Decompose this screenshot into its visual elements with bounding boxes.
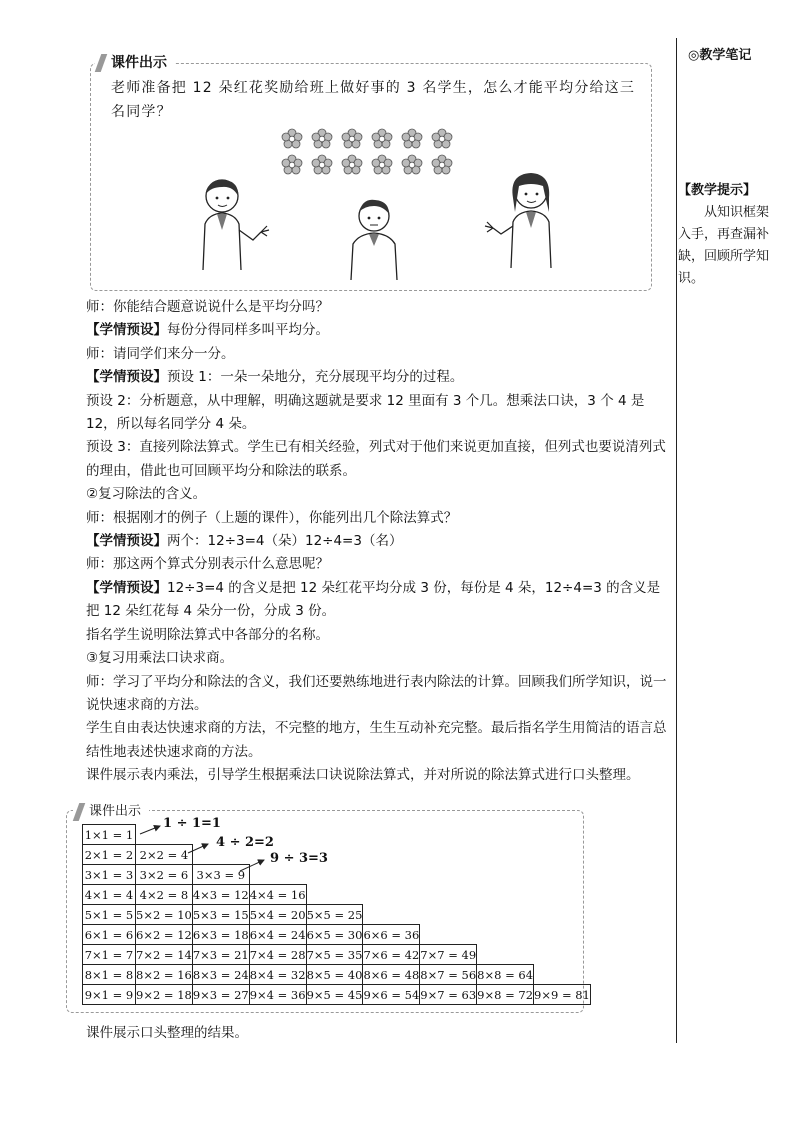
table-cell: 8×3 = 24 (192, 965, 249, 985)
flower-icon (341, 154, 363, 176)
table-cell: 9×4 = 36 (249, 985, 306, 1005)
table-cell: 5×1 = 5 (83, 905, 136, 925)
table-cell: 8×5 = 40 (306, 965, 363, 985)
empty-cell (420, 865, 477, 885)
courseware-tab: 课件出示 (73, 801, 149, 823)
paragraph: 师：学习了平均分和除法的含义，我们还要熟练地进行表内除法的计算。回顾我们所学知识，说一说快速求商的方法。 (86, 673, 667, 713)
flower-icon (401, 128, 423, 150)
teaching-tips-text: 从知识框架入手，再查漏补缺，回顾所学知识。 (678, 205, 770, 286)
empty-cell (534, 825, 591, 845)
table-cell: 9×2 = 18 (136, 985, 193, 1005)
table-cell: 6×4 = 24 (249, 925, 306, 945)
teaching-tips-heading: 【教学提示】 (678, 183, 757, 198)
paragraph-text: 每份分得同样多叫平均分。 (167, 322, 329, 339)
empty-cell (363, 885, 420, 905)
paragraph: 学生自由表达快速求商的方法，不完整的地方，生生互动补充完整。最后指名学生用简洁的语言总结性地表述快速求商的方法。 (86, 720, 667, 760)
paragraph: ③复习用乘法口诀求商。 (86, 650, 234, 667)
annotation-label: 1 ÷ 1=1 (163, 816, 221, 831)
girl-right-illustration (479, 168, 569, 268)
empty-cell (534, 925, 591, 945)
teaching-notes-title: ◎教学笔记 (688, 48, 752, 63)
table-cell: 3×2 = 6 (136, 865, 193, 885)
empty-cell (363, 865, 420, 885)
empty-cell (420, 825, 477, 845)
table-row (83, 965, 591, 985)
empty-cell (477, 905, 534, 925)
annotation-label: 4 ÷ 2=2 (216, 835, 274, 850)
table-cell: 7×2 = 14 (136, 945, 193, 965)
empty-cell (420, 845, 477, 865)
table-row (83, 865, 591, 885)
table-row (83, 905, 591, 925)
empty-cell (477, 845, 534, 865)
table-cell: 1×1 = 1 (83, 825, 136, 845)
courseware-tab: 课件出示 (95, 52, 175, 74)
table-cell: 6×5 = 30 (306, 925, 363, 945)
paragraph: 课件展示表内乘法，引导学生根据乘法口诀说除法算式，并对所说的除法算式进行口头整理。 (86, 767, 640, 784)
table-cell: 7×5 = 35 (306, 945, 363, 965)
empty-cell (306, 825, 363, 845)
empty-cell (363, 905, 420, 925)
flower-icon (431, 154, 453, 176)
table-row (83, 945, 591, 965)
empty-cell (534, 865, 591, 885)
flower-icon (371, 128, 393, 150)
table-cell: 4×1 = 4 (83, 885, 136, 905)
empty-cell (477, 825, 534, 845)
empty-cell (534, 965, 591, 985)
table-cell: 9×7 = 63 (420, 985, 477, 1005)
table-cell: 7×6 = 42 (363, 945, 420, 965)
table-row (83, 925, 591, 945)
table-cell: 2×2 = 4 (136, 845, 193, 865)
courseware-box-1 (90, 55, 652, 291)
empty-cell (363, 825, 420, 845)
table-cell: 7×3 = 21 (192, 945, 249, 965)
paragraph: 师：你能结合题意说说什么是平均分吗？ (86, 299, 329, 315)
table-row (83, 885, 591, 905)
flower-icon (371, 154, 393, 176)
table-cell: 4×3 = 12 (192, 885, 249, 905)
table-cell: 7×7 = 49 (420, 945, 477, 965)
flower-icon (281, 128, 303, 150)
table-cell: 6×3 = 18 (192, 925, 249, 945)
paragraph-text: 12÷3=4 的含义是把 12 朵红花平均分成 3 份，每份是 4 朵，12÷4=3 的含义是把 12 朵红花每 4 朵分一份，分成 3 份。 (86, 579, 661, 620)
empty-cell (306, 885, 363, 905)
table-cell: 5×3 = 15 (192, 905, 249, 925)
question-text: 老师准备把 12 朵红花奖励给班上做好事的 3 名学生，怎么才能平均分给这三名同学？ (111, 80, 636, 120)
empty-cell (477, 945, 534, 965)
table-cell: 8×1 = 8 (83, 965, 136, 985)
preset-tag: 【学情预设】 (86, 322, 167, 339)
paragraph: ②复习除法的含义。 (86, 486, 207, 503)
empty-cell (420, 925, 477, 945)
preset-tag: 【学情预设】 (86, 579, 167, 596)
table-cell: 9×9 = 81 (534, 985, 591, 1005)
empty-cell (363, 845, 420, 865)
table-cell: 5×4 = 20 (249, 905, 306, 925)
paragraph (86, 530, 670, 553)
empty-cell (477, 885, 534, 905)
table-cell: 4×2 = 8 (136, 885, 193, 905)
flower-icon (311, 154, 333, 176)
empty-cell (477, 865, 534, 885)
paragraph (86, 577, 670, 624)
table-cell: 8×8 = 64 (477, 965, 534, 985)
table-cell: 9×3 = 27 (192, 985, 249, 1005)
empty-cell (477, 925, 534, 945)
paragraph (86, 319, 670, 342)
table-cell: 9×1 = 9 (83, 985, 136, 1005)
table-cell: 7×4 = 28 (249, 945, 306, 965)
paragraph: 预设 2：分析题意，从中理解，明确这题就是要求 12 里面有 3 个几。想乘法口诀，3 个 4 是 12，所以每名同学分 4 朵。 (86, 392, 645, 433)
empty-cell (534, 945, 591, 965)
table-cell: 5×2 = 10 (136, 905, 193, 925)
paragraph-text: 预设 1：一朵一朵地分，充分展现平均分的过程。 (167, 369, 464, 386)
paragraph (86, 366, 670, 389)
table-cell: 9×8 = 72 (477, 985, 534, 1005)
multiplication-table (82, 824, 591, 1005)
empty-cell (306, 865, 363, 885)
flower-icon (281, 154, 303, 176)
table-cell: 8×7 = 56 (420, 965, 477, 985)
table-cell: 4×4 = 16 (249, 885, 306, 905)
table-row (83, 825, 591, 845)
preset-tag: 【学情预设】 (86, 533, 167, 550)
table-cell: 8×6 = 48 (363, 965, 420, 985)
table-cell: 8×2 = 16 (136, 965, 193, 985)
paragraph: 师：根据刚才的例子（上题的课件），你能列出几个除法算式？ (86, 509, 458, 526)
table-cell: 3×1 = 3 (83, 865, 136, 885)
table-cell: 2×1 = 2 (83, 845, 136, 865)
empty-cell (534, 905, 591, 925)
table-cell: 8×4 = 32 (249, 965, 306, 985)
table-row (83, 985, 591, 1005)
table-cell: 9×6 = 54 (363, 985, 420, 1005)
margin-divider (676, 38, 677, 1043)
table-row (83, 845, 591, 865)
closing-text: 课件展示口头整理的结果。 (86, 1025, 248, 1041)
paragraph-text: 两个：12÷3=4（朵）12÷4=3（名） (167, 533, 403, 550)
lesson-body (86, 296, 670, 788)
empty-cell (420, 885, 477, 905)
empty-cell (420, 905, 477, 925)
flower-icon (341, 128, 363, 150)
table-cell: 6×2 = 12 (136, 925, 193, 945)
table-cell: 7×1 = 7 (83, 945, 136, 965)
flower-icon (401, 154, 423, 176)
boy-left-illustration (187, 174, 277, 270)
paragraph: 预设 3：直接列除法算式。学生已有相关经验，列式对于他们来说更加直接，但列式也要说清列式的理由，借此也可回顾平均分和除法的联系。 (86, 439, 666, 479)
table-cell: 6×6 = 36 (363, 925, 420, 945)
paragraph: 指名学生说明除法算式中各部分的名称。 (86, 626, 329, 643)
empty-cell (534, 845, 591, 865)
flower-icon (431, 128, 453, 150)
flower-row (281, 154, 453, 176)
empty-cell (534, 885, 591, 905)
annotation-label: 9 ÷ 3=3 (270, 851, 328, 866)
teaching-tips (678, 180, 778, 290)
flower-row (281, 128, 453, 150)
boy-middle-illustration (339, 194, 409, 280)
table-cell: 3×3 = 9 (192, 865, 249, 885)
empty-cell (249, 865, 306, 885)
paragraph: 师：请同学们来分一分。 (86, 345, 235, 362)
flower-icon (311, 128, 333, 150)
paragraph: 师：那这两个算式分别表示什么意思呢？ (86, 556, 329, 573)
table-cell: 5×5 = 25 (306, 905, 363, 925)
table-cell: 9×5 = 45 (306, 985, 363, 1005)
preset-tag: 【学情预设】 (86, 369, 167, 386)
flower-grid (281, 128, 453, 180)
table-cell: 6×1 = 6 (83, 925, 136, 945)
